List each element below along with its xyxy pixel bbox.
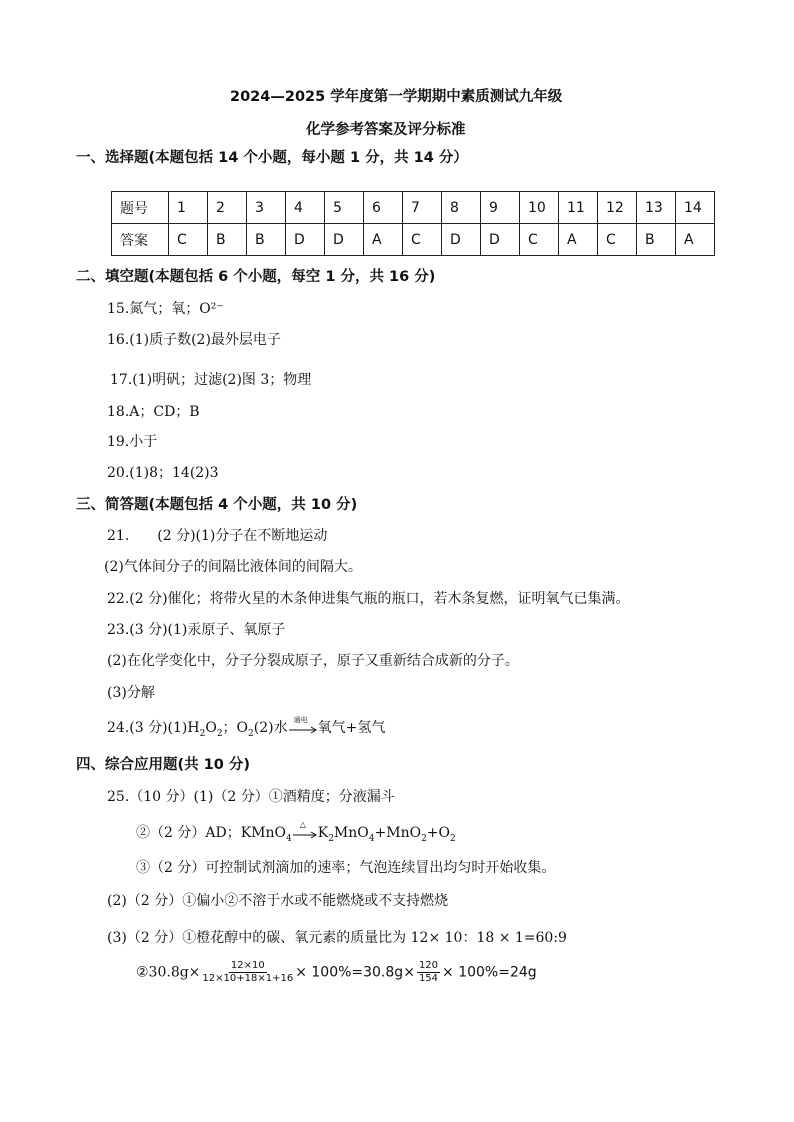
table-cell: B xyxy=(637,224,676,256)
table-cell: 11 xyxy=(559,192,598,224)
table-cell: C xyxy=(598,224,637,256)
table-cell: 1 xyxy=(169,192,208,224)
table-cell: 9 xyxy=(481,192,520,224)
reaction-condition: 通电 xyxy=(293,716,308,724)
table-cell: D xyxy=(286,224,325,256)
answer-q23-part2: (2)在化学变化中，分子分裂成原子，原子又重新结合成新的分子。 xyxy=(107,653,519,669)
q24-o: O xyxy=(205,720,217,736)
section3-heading: 三、简答题(本题包括 4 个小题，共 10 分) xyxy=(76,497,358,513)
table-header-cell: 题号 xyxy=(112,192,169,224)
q25-line2-o: +O xyxy=(426,825,451,841)
q24-mid: ；O xyxy=(222,720,249,736)
q25-line2-plus: +MnO xyxy=(374,825,422,841)
answer-q25-line6 xyxy=(136,960,537,985)
answer-q25-line2 xyxy=(136,822,456,844)
answer-q24 xyxy=(107,717,385,739)
answer-q25-line4: (2)（2 分）①偏小②不溶于水或不能燃烧或不支持燃烧 xyxy=(107,893,449,909)
answer-q23-part1: 23.(3 分)(1)汞原子、氧原子 xyxy=(107,622,286,638)
table-cell: D xyxy=(325,224,364,256)
subscript: 2 xyxy=(328,833,334,844)
table-cell: C xyxy=(403,224,442,256)
answer-q17: 17.(1)明矾；过滤(2)图 3；物理 xyxy=(110,372,312,388)
table-header-cell: 答案 xyxy=(112,224,169,256)
answer-q23-part3: (3)分解 xyxy=(107,685,155,701)
answer-q21-part2: (2)气体间分子的间隔比液体间的间隔大。 xyxy=(104,559,362,575)
table-cell: 14 xyxy=(676,192,715,224)
fraction-denominator: 12×10+18×1+16 xyxy=(202,973,294,984)
table-cell: D xyxy=(442,224,481,256)
table-cell: C xyxy=(169,224,208,256)
table-cell: 12 xyxy=(598,192,637,224)
table-cell: 5 xyxy=(325,192,364,224)
subscript: 2 xyxy=(216,728,223,739)
table-cell: 4 xyxy=(286,192,325,224)
fraction-numerator: 12×10 xyxy=(230,960,265,971)
subscript: 2 xyxy=(421,833,427,844)
answer-q19: 19.小于 xyxy=(107,434,158,450)
table-cell: 6 xyxy=(364,192,403,224)
table-cell: 8 xyxy=(442,192,481,224)
q25-line6-a: ②30.8g× xyxy=(136,964,201,981)
q25-line2-k: K xyxy=(317,825,329,841)
fraction-numerator: 120 xyxy=(418,960,439,971)
answer-q25-line3: ③（2 分）可控制试剂滴加的速率；气泡连续冒出均匀时开始收集。 xyxy=(136,860,556,876)
answer-q15: 15.氮气；氧；O²⁻ xyxy=(107,301,224,317)
table-cell: B xyxy=(208,224,247,256)
answer-q21-part1: 21. (2 分)(1)分子在不断地运动 xyxy=(107,528,328,544)
document-subtitle: 化学参考答案及评分标准 xyxy=(306,122,466,138)
table-cell: B xyxy=(247,224,286,256)
answer-table xyxy=(111,191,715,256)
section4-heading: 四、综合应用题(共 10 分) xyxy=(76,757,251,773)
section2-heading: 二、填空题(本题包括 6 个小题，每空 1 分，共 16 分) xyxy=(76,269,436,285)
answer-q25-line5: (3)（2 分）①橙花醇中的碳、氧元素的质量比为 12× 10：18 × 1=60:9 xyxy=(107,930,567,946)
table-cell: A xyxy=(676,224,715,256)
answer-q22: 22.(2 分)催化；将带火星的木条伸进集气瓶的瓶口，若木条复燃，证明氧气已集满。 xyxy=(107,591,630,607)
subscript: 4 xyxy=(368,833,375,844)
q25-line2-mn: MnO xyxy=(333,825,369,841)
q25-line6-b: × 100%=30.8g× xyxy=(295,964,415,981)
table-cell: 3 xyxy=(247,192,286,224)
table-cell: 2 xyxy=(208,192,247,224)
table-cell: 7 xyxy=(403,192,442,224)
q25-line2-prefix: ②（2 分）AD；KMnO xyxy=(136,825,286,841)
answer-q18: 18.A；CD；B xyxy=(107,404,200,420)
q24-products: 氧气+氢气 xyxy=(317,720,386,736)
subscript: 2 xyxy=(248,728,254,739)
q24-prefix: 24.(3 分)(1)H xyxy=(107,720,200,736)
subscript: 4 xyxy=(285,833,292,844)
table-cell: A xyxy=(559,224,598,256)
subscript: 2 xyxy=(199,728,206,739)
q24-part2: (2)水 xyxy=(253,720,288,736)
q25-line6-c: × 100%=24g xyxy=(442,964,537,981)
subscript: 2 xyxy=(450,833,456,844)
reaction-arrow-icon xyxy=(292,820,318,840)
reaction-condition: △ xyxy=(299,820,306,829)
fraction xyxy=(202,960,293,985)
table-cell: 10 xyxy=(520,192,559,224)
fraction-denominator: 154 xyxy=(418,973,439,984)
table-row-numbers xyxy=(112,192,715,224)
table-cell: A xyxy=(364,224,403,256)
answer-q20: 20.(1)8；14(2)3 xyxy=(107,465,219,481)
document-title: 2024—2025 学年度第一学期期中素质测试九年级 xyxy=(230,89,563,105)
answer-q25-line1: 25.（10 分）(1)（2 分）①酒精度；分液漏斗 xyxy=(107,789,395,805)
reaction-arrow-icon xyxy=(288,716,318,735)
table-cell: D xyxy=(481,224,520,256)
answer-q16: 16.(1)质子数(2)最外层电子 xyxy=(107,332,281,348)
table-cell: 13 xyxy=(637,192,676,224)
table-row-answers xyxy=(112,224,715,256)
section1-heading: 一、选择题(本题包括 14 个小题，每小题 1 分，共 14 分） xyxy=(76,150,468,166)
table-cell: C xyxy=(520,224,559,256)
fraction xyxy=(417,960,440,985)
